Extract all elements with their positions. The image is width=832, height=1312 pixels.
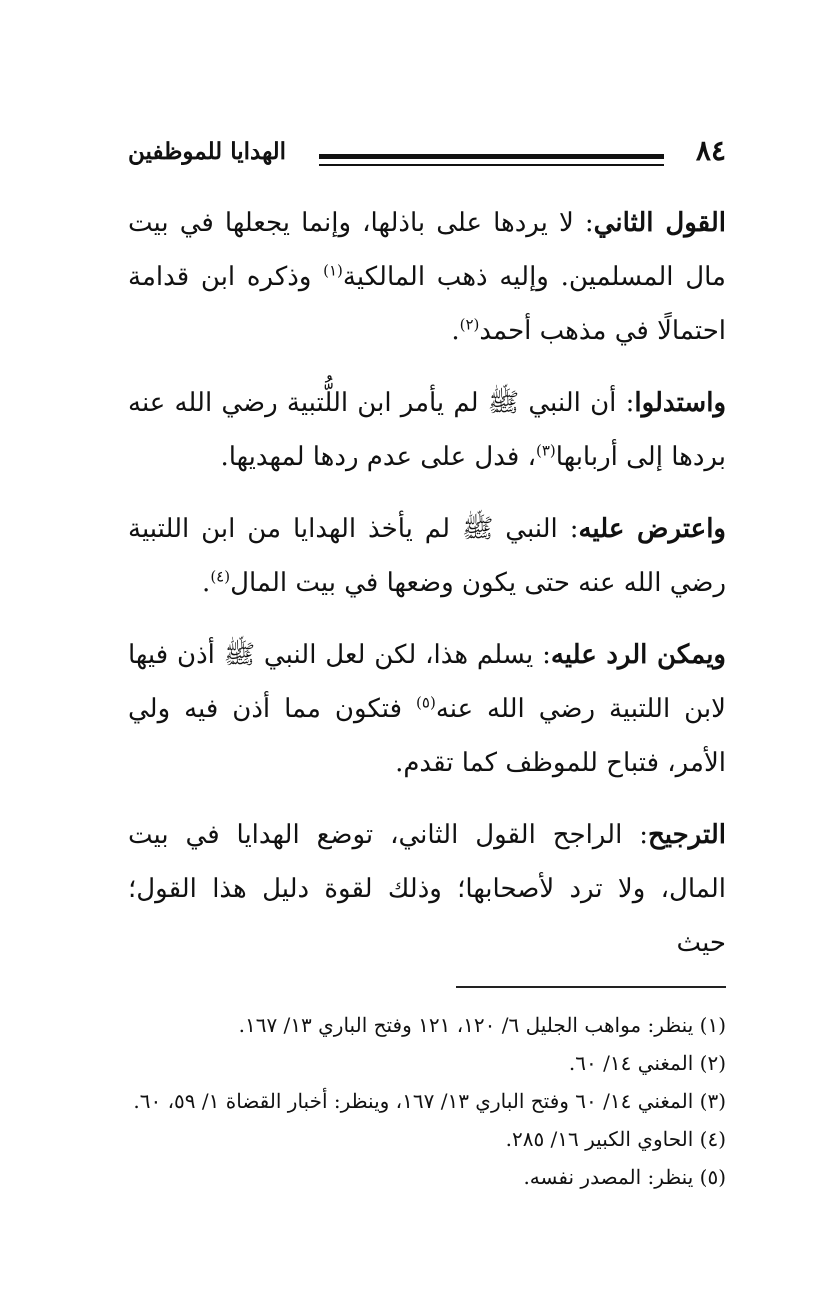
paragraph-lead: واعترض عليه [578,514,726,544]
footnote-ref[interactable]: (١) [323,261,343,280]
paragraph-text: . [451,316,460,346]
footnote-item: (٣) المغني ١٤/ ٦٠ وفتح الباري ١٣/ ١٦٧، وينظر: أخبار القضاة ١/ ٥٩، ٦٠. [133,1088,726,1113]
footnote-ref[interactable]: (٣) [536,441,556,460]
paragraph-response [128,628,726,790]
paragraph-preference [128,808,726,970]
paragraph-text: . [202,568,211,598]
paragraph-text: : يسلم هذا، لكن لعل النبي ﷺ أذن فيها لابن اللتبية رضي الله عنه [128,640,726,724]
page-number: ٨٤ [695,134,726,167]
paragraph-lead: الترجيح [647,820,726,850]
book-page [128,128,726,1228]
paragraph-lead: واستدلوا [634,388,726,418]
paragraph-lead: القول الثاني [593,208,726,238]
footnotes [128,1006,726,1196]
footnote-ref[interactable]: (٥) [416,693,436,712]
header-rule-thick [319,154,664,159]
main-text [128,196,726,970]
footnote-item: (١) ينظر: مواهب الجليل ٦/ ١٢٠، ١٢١ وفتح الباري ١٣/ ١٦٧. [238,1012,726,1037]
page-header [128,128,726,188]
paragraph-text: وذكره ابن قدامة احتمالًا في مذهب أحمد [128,262,726,346]
header-rule [319,154,664,166]
paragraph-evidence [128,376,726,484]
paragraph-lead: ويمكن الرد عليه [550,640,726,670]
footnote-divider [456,986,726,988]
paragraph-text: : لا يردها على باذلها، وإنما يجعلها في بيت مال المسلمين. وإليه ذهب المالكية [128,208,726,292]
footnote-item: (٥) ينظر: المصدر نفسه. [523,1164,726,1189]
footnote-ref[interactable]: (٤) [210,567,231,586]
paragraph-second-opinion [128,196,726,358]
paragraph-objection [128,502,726,610]
paragraph-text: : أن النبي ﷺ لم يأمر ابن اللُّتبية رضي الله عنه بردها إلى أربابها [128,388,726,472]
footnote-item: (٢) المغني ١٤/ ٦٠. [568,1050,726,1075]
paragraph-text: ، فدل على عدم ردها لمهديها. [220,442,536,472]
header-rule-thin [319,164,664,166]
paragraph-text: فتكون مما أذن فيه ولي الأمر، فتباح للموظف كما تقدم. [128,694,726,778]
paragraph-text: : الراجح القول الثاني، توضع الهدايا في بيت المال، ولا ترد لأصحابها؛ وذلك لقوة دليل هذا القول؛ حيث [128,820,726,958]
footnote-item: (٤) الحاوي الكبير ١٦/ ٢٨٥. [505,1126,726,1151]
footnote-ref[interactable]: (٢) [459,315,480,334]
running-title: الهدايا للموظفين [128,138,287,165]
paragraph-text: : النبي ﷺ لم يأخذ الهدايا من ابن اللتبية رضي الله عنه حتى يكون وضعها في بيت المال [128,514,726,598]
